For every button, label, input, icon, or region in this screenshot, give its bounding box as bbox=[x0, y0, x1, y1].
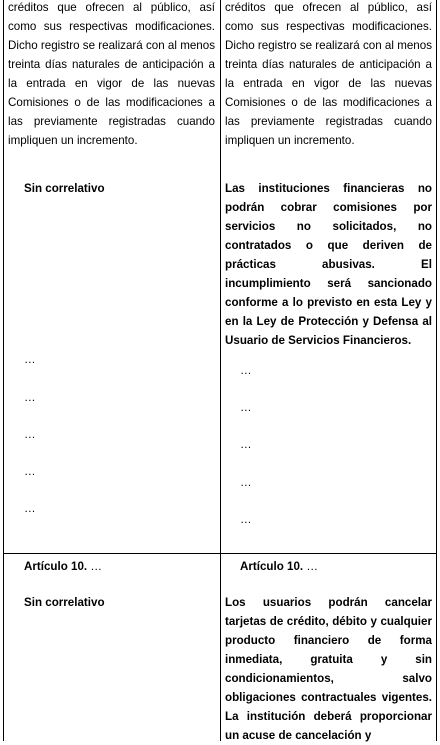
left-sin-correlativo-2: Sin correlativo bbox=[24, 596, 105, 609]
left-paragraph: créditos que ofrecen al público, así como sus respectivas modificaciones. Dicho registro se realizará con al menos treinta días naturales de anticipación a la entrada en vigor de las nuevas Comisiones o de las modificaciones a las previamente registradas cuando impliquen un incremento. bbox=[8, 1, 215, 147]
left-ellipsis-4: … bbox=[24, 465, 36, 478]
left-article-heading bbox=[24, 557, 102, 576]
left-ellipsis-3: … bbox=[24, 428, 36, 441]
right-ellipsis-5: … bbox=[240, 513, 252, 526]
right-article-ellipsis: … bbox=[303, 560, 318, 573]
right-cancellation-provision: Los usuarios podrán cancelar tarjetas de crédito, débito y cualquier producto financiero de forma inmediata, gratuita y sin condicionamientos, salvo obligaciones contractuales vigentes. La institución deberá proporcionar un acuse de cancelación y bbox=[225, 596, 432, 742]
row-divider bbox=[3, 553, 437, 554]
right-article-number: Artículo 10. bbox=[240, 560, 304, 573]
left-article-ellipsis: … bbox=[87, 560, 102, 573]
right-added-provision: Las instituciones financieras no podrán cobrar comisiones por servicios no solicitados, no contratados o que deriven de prácticas abusivas. El incumplimiento será sancionado conforme a lo previsto en esta Ley y en la Ley de Protección y Defensa al Usuario de Servicios Financieros. bbox=[225, 182, 432, 347]
table-border-left bbox=[3, 0, 4, 741]
right-article-heading bbox=[240, 557, 318, 576]
left-ellipsis-1: … bbox=[24, 353, 36, 366]
right-ellipsis-3: … bbox=[240, 438, 252, 451]
left-ellipsis-2: … bbox=[24, 391, 36, 404]
left-ellipsis-5: … bbox=[24, 502, 36, 515]
left-article-number: Artículo 10. bbox=[24, 560, 88, 573]
right-ellipsis-2: … bbox=[240, 401, 252, 414]
table-border-right bbox=[436, 0, 437, 741]
table-border-middle bbox=[220, 0, 221, 741]
right-ellipsis-4: … bbox=[240, 476, 252, 489]
right-ellipsis-1: … bbox=[240, 364, 252, 377]
right-paragraph: créditos que ofrecen al público, así como sus respectivas modificaciones. Dicho registro se realizará con al menos treinta días naturales de anticipación a la entrada en vigor de las nuevas Comisiones o de las modificaciones a las previamente registradas cuando impliquen un incremento. bbox=[225, 1, 432, 147]
left-sin-correlativo-1: Sin correlativo bbox=[24, 182, 105, 195]
